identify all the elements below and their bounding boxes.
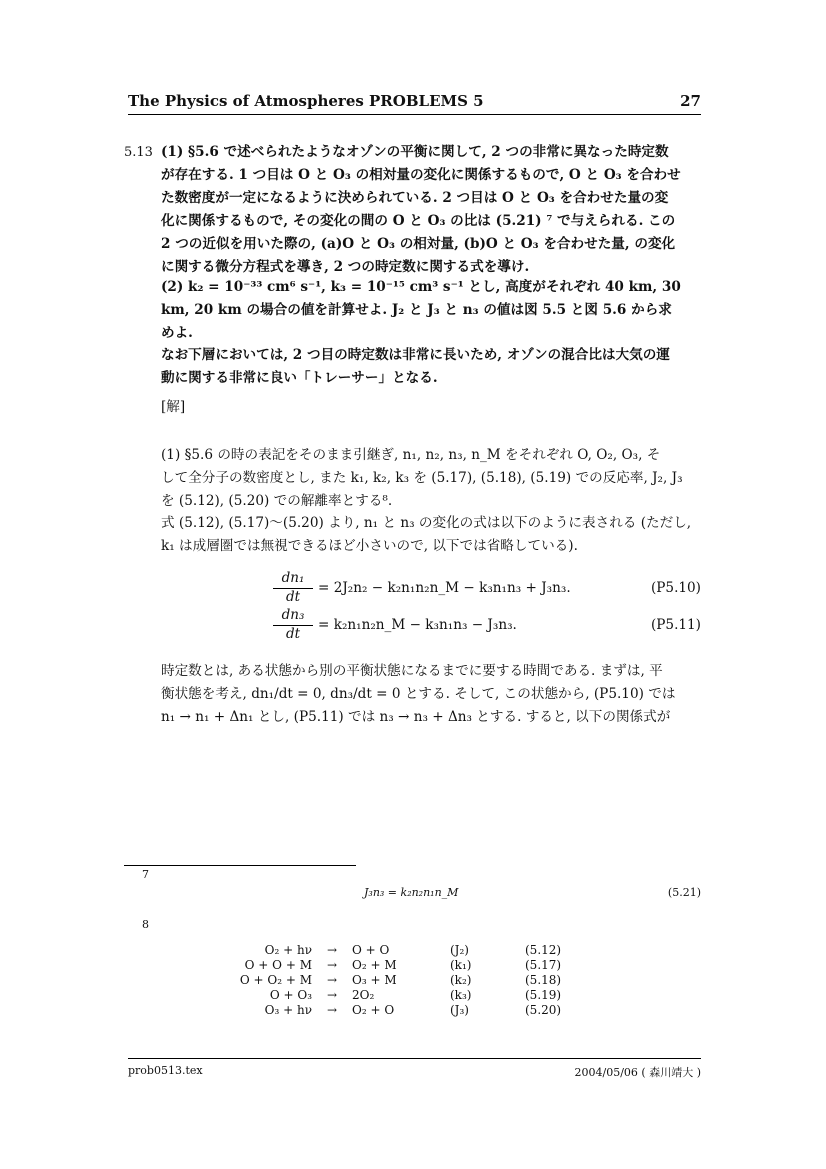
- text-line: に関する微分方程式を導き, 2 つの時定数に関する式を導け.: [161, 259, 530, 275]
- reaction-rhs: O₃ + M: [352, 972, 397, 987]
- reaction-lhs: O + O₂ + M: [239, 972, 312, 987]
- reaction-arrow: →: [326, 972, 338, 987]
- table-row: [232, 987, 561, 1002]
- header-title: The Physics of Atmospheres PROBLEMS 5: [128, 92, 484, 110]
- table-row: [232, 972, 561, 987]
- text-line: 化に関係するもので, その変化の間の O と O₃ の比は (5.21) ⁷ で与えられる. この: [161, 213, 676, 229]
- text-line: n₁ → n₁ + Δn₁ とし, (P5.11) では n₃ → n₃ + Δn₃ とする. すると, 以下の関係式が: [161, 709, 671, 725]
- text-line: (2) k₂ = 10⁻³³ cm⁶ s⁻¹, k₃ = 10⁻¹⁵ cm³ s⁻¹ とし, 高度がそれぞれ 40 km, 30: [161, 279, 681, 295]
- footer-date-author: 2004/05/06 ( 森川靖大 ): [574, 1066, 701, 1079]
- text-line: 2 つの近似を用いた際の, (a)O と O₃ の相対量, (b)O と O₃ を合わせた量, の変化: [161, 236, 676, 252]
- text-line: して全分子の数密度とし, また k₁, k₂, k₃ を (5.17), (5.18), (5.19) での反応率, J₂, J₃: [161, 470, 683, 486]
- reaction-rate: (J₃): [450, 1002, 469, 1017]
- reaction-eq: (5.19): [525, 987, 562, 1002]
- reaction-rhs: O₂ + M: [352, 957, 397, 972]
- reaction-rhs: O₂ + O: [352, 1002, 395, 1017]
- eq1-numerator: dn₁: [273, 570, 313, 589]
- page-number: 27: [680, 92, 701, 110]
- footer-rule: [128, 1058, 701, 1059]
- problem-part-1: [161, 141, 701, 279]
- reaction-rhs: O + O: [352, 942, 390, 957]
- eq1-label: (P5.10): [650, 580, 701, 596]
- reaction-eq: (5.12): [525, 942, 562, 957]
- text-line: なお下層においては, 2 つ目の時定数は非常に長いため, オゾンの混合比は大気の運: [161, 347, 670, 363]
- text-line: を (5.12), (5.20) での解離率とする⁸.: [161, 493, 393, 509]
- answer-label: [解]: [161, 399, 186, 415]
- solution-part-3: [161, 660, 701, 729]
- table-row: [232, 1002, 561, 1017]
- reaction-lhs: O + O + M: [244, 957, 312, 972]
- reaction-rate: (k₃): [450, 987, 472, 1002]
- problem-number: 5.13: [124, 145, 153, 160]
- eq1-fraction: [273, 570, 313, 606]
- reaction-lhs: O₂ + hν: [264, 942, 312, 957]
- footer-filename: prob0513.tex: [128, 1064, 203, 1077]
- footnote-7-mark: 7: [142, 868, 149, 881]
- reaction-lhs: O + O₃: [269, 987, 312, 1002]
- reaction-rate: (J₂): [450, 942, 469, 957]
- eq1-rhs: = 2J₂n₂ − k₂n₁n₂n_M − k₃n₁n₃ + J₃n₃.: [318, 580, 571, 596]
- eq2-rhs: = k₂n₁n₂n_M − k₃n₁n₃ − J₃n₃.: [318, 617, 517, 633]
- text-line: (1) §5.6 で述べられたようなオゾンの平衡に関して, 2 つの非常に異なった時定数: [161, 144, 669, 160]
- reaction-lhs: O₃ + hν: [264, 1002, 312, 1017]
- reaction-arrow: →: [326, 942, 338, 957]
- problem-note: [161, 344, 701, 390]
- footnote-rule: [124, 865, 356, 866]
- text-line: (1) §5.6 の時の表記をそのまま引継ぎ, n₁, n₂, n₃, n_M をそれぞれ O, O₂, O₃, そ: [161, 447, 661, 463]
- text-line: k₁ は成層圏では無視できるほど小さいので, 以下では省略している).: [161, 538, 578, 554]
- text-line: が存在する. 1 つ目は O と O₃ の相対量の変化に関係するもので, O と O₃ を合わせ: [161, 167, 681, 183]
- eq1-denominator: dt: [285, 589, 301, 605]
- reaction-arrow: →: [326, 987, 338, 1002]
- header-rule: [128, 114, 701, 115]
- reaction-arrow: →: [326, 957, 338, 972]
- eq2-numerator: dn₃: [273, 607, 313, 626]
- text-line: めよ.: [161, 325, 193, 341]
- table-row: [232, 942, 561, 957]
- text-line: 動に関する非常に良い「トレーサー」となる.: [161, 370, 438, 386]
- reaction-rhs: 2O₂: [352, 987, 375, 1002]
- text-line: た数密度が一定になるように決められている. 2 つ目は O と O₃ を合わせた量の変: [161, 190, 669, 206]
- footnote-8-mark: 8: [142, 918, 149, 931]
- solution-part-2: [161, 512, 701, 558]
- table-row: [232, 957, 561, 972]
- footnote-7-label: (5.21): [667, 886, 701, 899]
- eq2-label: (P5.11): [650, 617, 701, 633]
- eq2-fraction: [273, 607, 313, 643]
- text-line: 衡状態を考え, dn₁/dt = 0, dn₃/dt = 0 とする. そして, この状態から, (P5.10) では: [161, 686, 676, 702]
- reaction-eq: (5.17): [525, 957, 562, 972]
- footnote-7-equation: J₃n₃ = k₂n₂n₁n_M: [364, 886, 459, 899]
- reaction-eq: (5.18): [525, 972, 562, 987]
- text-line: 時定数とは, ある状態から別の平衡状態になるまでに要する時間である. まずは, 平: [161, 663, 663, 679]
- eq2-denominator: dt: [285, 626, 301, 642]
- problem-part-2: [161, 276, 701, 345]
- reaction-arrow: →: [326, 1002, 338, 1017]
- reaction-table: [232, 942, 561, 1017]
- reaction-rate: (k₂): [450, 972, 472, 987]
- text-line: 式 (5.12), (5.17)〜(5.20) より, n₁ と n₃ の変化の式は以下のように表される (ただし,: [161, 515, 692, 531]
- text-line: km, 20 km の場合の値を計算せよ. J₂ と J₃ と n₃ の値は図 5.5 と図 5.6 から求: [161, 302, 672, 318]
- solution-part-1: [161, 444, 701, 513]
- reaction-eq: (5.20): [525, 1002, 562, 1017]
- running-header: [128, 90, 701, 112]
- reaction-rate: (k₁): [450, 957, 472, 972]
